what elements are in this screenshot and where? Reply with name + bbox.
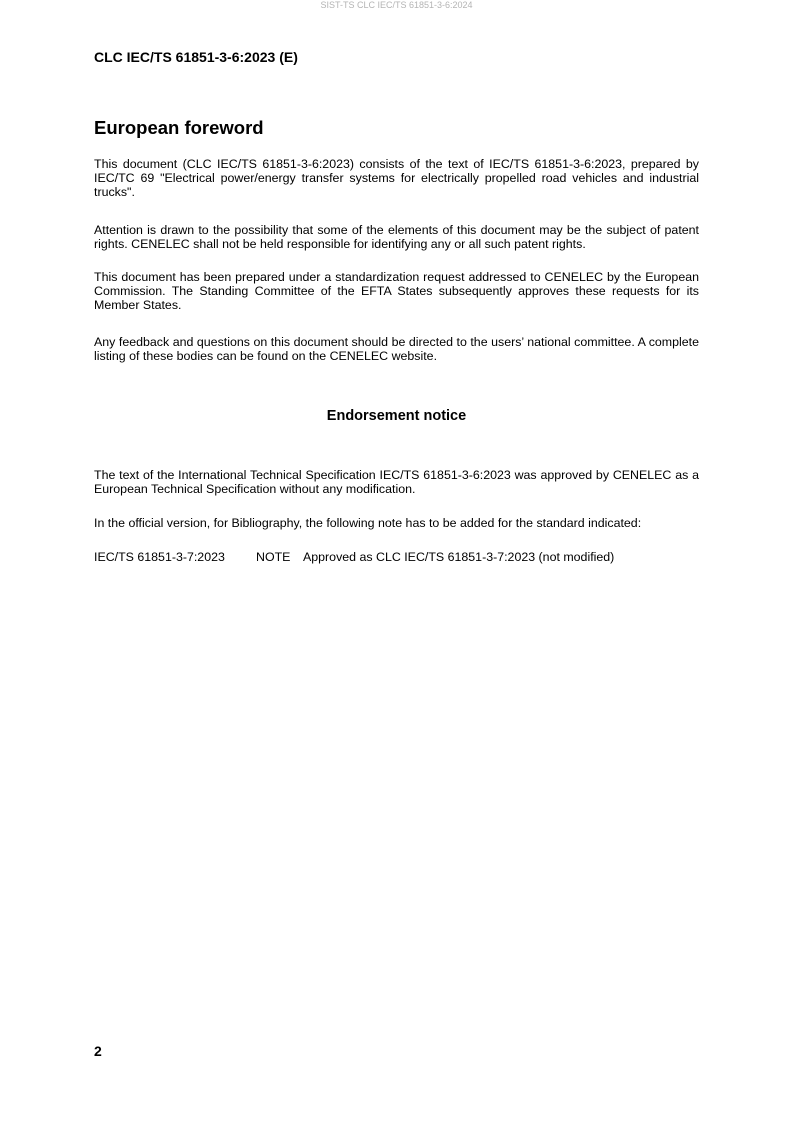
- foreword-paragraph-2: Attention is drawn to the possibility that some of the elements of this document may be the subject of patent rights. CENELEC shall not be held responsible for identifying any or all such patent rights.: [94, 223, 699, 251]
- note-reference: IEC/TS 61851-3-7:2023: [94, 550, 225, 564]
- page-number: 2: [94, 1043, 102, 1059]
- document-identifier: CLC IEC/TS 61851-3-6:2023 (E): [94, 49, 298, 65]
- foreword-paragraph-3: This document has been prepared under a standardization request addressed to CENELEC by the European Commission. The Standing Committee of the EFTA States subsequently approves these requests for its Member States.: [94, 270, 699, 312]
- note-text: Approved as CLC IEC/TS 61851-3-7:2023 (not modified): [303, 550, 615, 564]
- watermark: SIST-TS CLC IEC/TS 61851-3-6:2024: [320, 0, 473, 10]
- note-label: NOTE: [256, 550, 291, 564]
- endorsement-paragraph-1: The text of the International Technical Specification IEC/TS 61851-3-6:2023 was approved by CENELEC as a European Technical Specification without any modification.: [94, 468, 699, 496]
- endorsement-heading: Endorsement notice: [326, 408, 467, 424]
- foreword-heading: European foreword: [94, 117, 264, 138]
- bibliography-note: [94, 550, 614, 564]
- foreword-paragraph-4: Any feedback and questions on this document should be directed to the users’ national committee. A complete listing of these bodies can be found on the CENELEC website.: [94, 335, 699, 363]
- foreword-paragraph-1: This document (CLC IEC/TS 61851-3-6:2023) consists of the text of IEC/TS 61851-3-6:2023, prepared by IEC/TC 69 "Electrical power/energy transfer systems for electrically propelled road vehicles and industrial trucks".: [94, 157, 699, 199]
- endorsement-paragraph-2: In the official version, for Bibliography, the following note has to be added for the standard indicated:: [94, 516, 642, 530]
